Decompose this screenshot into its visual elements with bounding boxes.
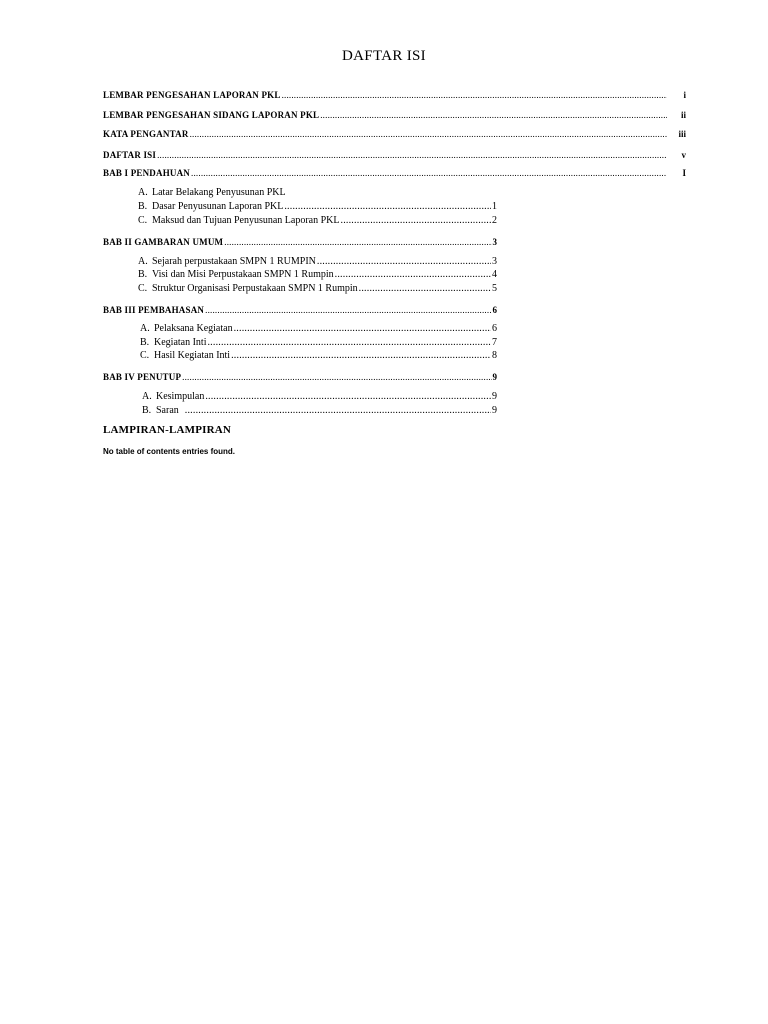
dot-leader bbox=[282, 89, 667, 101]
toc-subentry-page: 7 bbox=[492, 337, 497, 348]
toc-subentry-page: 6 bbox=[492, 323, 497, 334]
toc-entry-page: 6 bbox=[492, 305, 497, 315]
toc-subentry-label bbox=[140, 323, 233, 335]
toc-subentry-label bbox=[138, 269, 334, 281]
toc-subentry[interactable] bbox=[142, 405, 497, 417]
list-marker: C. bbox=[138, 283, 148, 294]
list-marker: A. bbox=[138, 256, 148, 267]
toc-subentry[interactable] bbox=[138, 256, 497, 268]
dot-leader bbox=[320, 109, 667, 121]
dot-leader bbox=[231, 350, 491, 362]
list-marker: B. bbox=[140, 337, 150, 348]
toc-subentry-text: Dasar Penyusunan Laporan PKL bbox=[152, 201, 284, 212]
list-marker: A. bbox=[142, 391, 152, 402]
toc-subentry[interactable] bbox=[140, 350, 497, 362]
list-marker: B. bbox=[138, 201, 148, 212]
toc-subentry-label bbox=[138, 215, 340, 227]
toc-entry[interactable] bbox=[103, 236, 497, 248]
toc-entry-page: ii bbox=[680, 110, 686, 120]
toc-subentry-label bbox=[140, 350, 230, 362]
dot-leader bbox=[359, 283, 491, 295]
toc-subentry-text: Kesimpulan bbox=[156, 391, 205, 402]
toc-subentry[interactable] bbox=[142, 391, 497, 403]
toc-subentry-page: 9 bbox=[492, 391, 497, 402]
toc-entry[interactable] bbox=[103, 128, 686, 140]
toc-subentry-text: Sejarah perpustakaan SMPN 1 RUMPIN bbox=[152, 256, 316, 267]
toc-entry-label: KATA PENGANTAR bbox=[103, 129, 189, 139]
list-marker: A. bbox=[140, 323, 150, 334]
toc-subentry-page: 3 bbox=[492, 256, 497, 267]
toc-subentry-label bbox=[142, 391, 204, 403]
toc-subentry-page: 1 bbox=[492, 201, 497, 212]
toc-entry-page: I bbox=[682, 168, 686, 178]
toc-subentry[interactable] bbox=[140, 337, 497, 349]
toc-subentry-text: Struktur Organisasi Perpustakaan SMPN 1 Rumpin bbox=[152, 283, 358, 294]
toc-subentry-text: Kegiatan Inti bbox=[154, 337, 207, 348]
toc-entry-label: BAB III PEMBAHASAN bbox=[103, 305, 205, 315]
dot-leader bbox=[205, 304, 491, 316]
toc-entry-label: LEMBAR PENGESAHAN SIDANG LAPORAN PKL bbox=[103, 110, 320, 120]
toc-subentry-label bbox=[138, 256, 316, 268]
dot-leader bbox=[157, 149, 667, 161]
list-marker: C. bbox=[140, 350, 150, 361]
toc-entry[interactable] bbox=[103, 304, 497, 316]
list-marker: B. bbox=[142, 405, 152, 416]
toc-entry-label: BAB I PENDAHUAN bbox=[103, 168, 191, 178]
page-title: DAFTAR ISI bbox=[342, 48, 426, 64]
dot-leader bbox=[185, 405, 491, 417]
dot-leader bbox=[284, 201, 491, 213]
toc-subentry-page: 9 bbox=[492, 405, 497, 416]
dot-leader bbox=[224, 236, 491, 248]
dot-leader bbox=[191, 167, 667, 179]
toc-entry[interactable] bbox=[103, 167, 686, 179]
toc-subentry-label bbox=[142, 405, 184, 417]
toc-entry[interactable] bbox=[103, 109, 686, 121]
dot-leader bbox=[317, 256, 491, 268]
toc-subentry-text: Latar Belakang Penyusunan PKL bbox=[152, 187, 286, 198]
dot-leader bbox=[205, 391, 491, 403]
list-marker: B. bbox=[138, 269, 148, 280]
toc-subentry[interactable] bbox=[138, 187, 298, 199]
dot-leader bbox=[207, 337, 491, 349]
dot-leader bbox=[341, 215, 492, 227]
toc-subentry-page: 2 bbox=[492, 215, 497, 226]
toc-subentry-label bbox=[138, 283, 358, 295]
toc-subentry-text: Hasil Kegiatan Inti bbox=[154, 350, 231, 361]
toc-subentry-text: Visi dan Misi Perpustakaan SMPN 1 Rumpin bbox=[152, 269, 334, 280]
dot-leader bbox=[335, 269, 491, 281]
toc-subentry-text: Maksud dan Tujuan Penyusunan Laporan PKL bbox=[152, 215, 340, 226]
toc-entry-label: DAFTAR ISI bbox=[103, 150, 157, 160]
toc-subentry[interactable] bbox=[138, 269, 497, 281]
toc-subentry-label bbox=[140, 337, 206, 349]
dot-leader bbox=[190, 128, 667, 140]
toc-entry[interactable] bbox=[103, 149, 686, 161]
toc-entry-page: i bbox=[683, 90, 686, 100]
toc-subentry-label bbox=[138, 187, 286, 199]
toc-entry-page: 3 bbox=[492, 237, 497, 247]
list-marker: A. bbox=[138, 187, 148, 198]
dot-leader bbox=[182, 371, 491, 383]
dot-leader bbox=[234, 323, 491, 335]
toc-subentry-text: Saran bbox=[156, 405, 179, 416]
toc-subentry-page: 5 bbox=[492, 283, 497, 294]
toc-entry[interactable] bbox=[103, 89, 686, 101]
toc-empty-note: No table of contents entries found. bbox=[103, 447, 236, 456]
lampiran-heading: LAMPIRAN-LAMPIRAN bbox=[103, 424, 232, 436]
toc-subentry[interactable] bbox=[138, 283, 497, 295]
toc-subentry-label bbox=[138, 201, 283, 213]
toc-entry-page: 9 bbox=[492, 372, 497, 382]
toc-subentry[interactable] bbox=[138, 215, 497, 227]
toc-subentry-page: 4 bbox=[492, 269, 497, 280]
toc-entry[interactable] bbox=[103, 371, 497, 383]
toc-entry-label: BAB II GAMBARAN UMUM bbox=[103, 237, 224, 247]
toc-subentry[interactable] bbox=[138, 201, 497, 213]
toc-subentry[interactable] bbox=[140, 323, 497, 335]
toc-subentry-page: 8 bbox=[492, 350, 497, 361]
toc-entry-label: LEMBAR PENGESAHAN LAPORAN PKL bbox=[103, 90, 281, 100]
list-marker: C. bbox=[138, 215, 148, 226]
toc-entry-page: iii bbox=[678, 129, 686, 139]
toc-entry-label: BAB IV PENUTUP bbox=[103, 372, 182, 382]
toc-entry-page: v bbox=[681, 150, 686, 160]
toc-subentry-text: Pelaksana Kegiatan bbox=[154, 323, 233, 334]
